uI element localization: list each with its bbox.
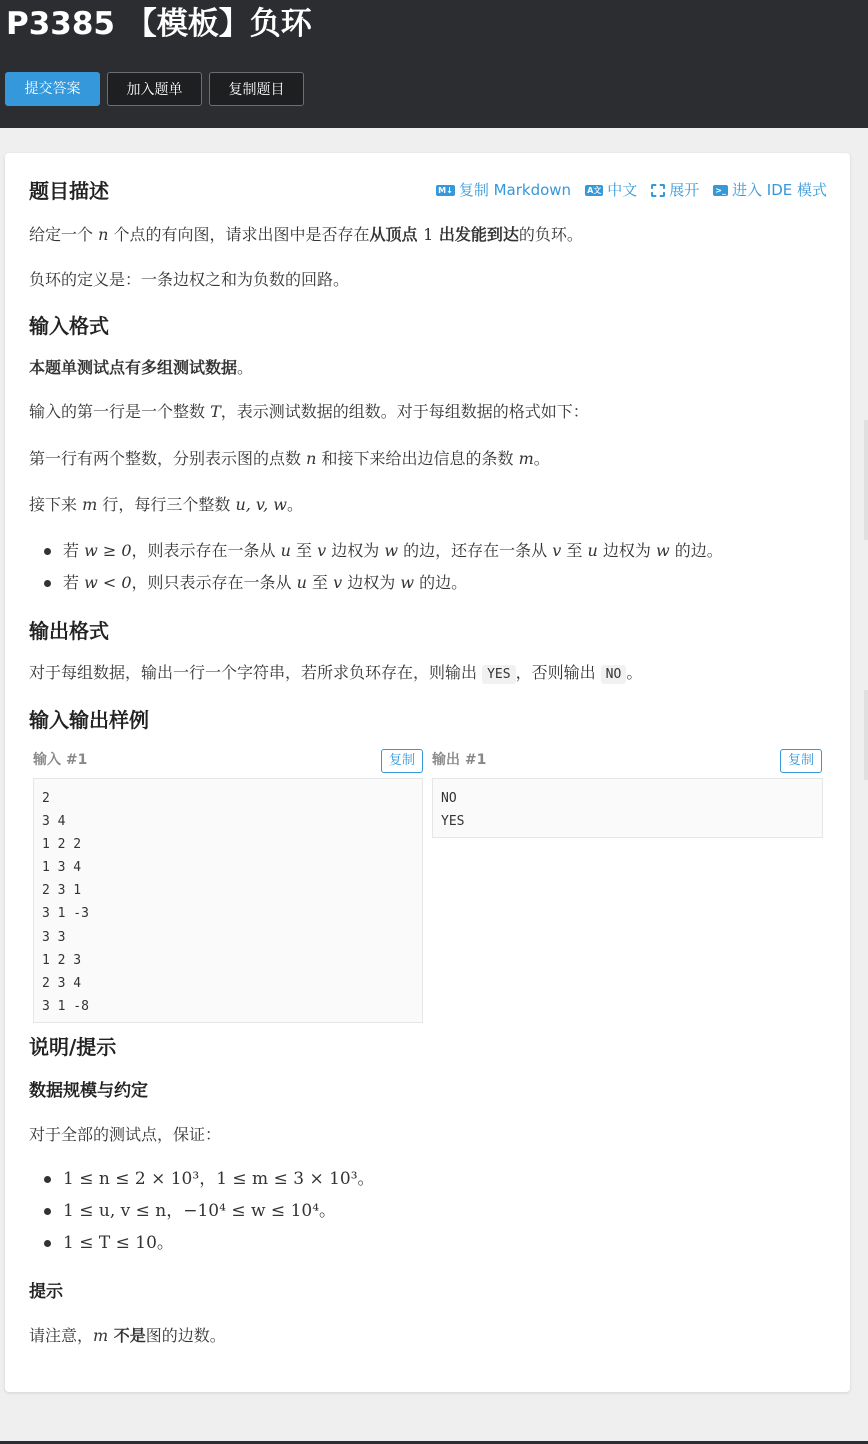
expand-icon bbox=[651, 184, 665, 197]
sample-output-code: NO YES bbox=[432, 778, 823, 838]
terminal-icon: >_ bbox=[715, 185, 726, 195]
copy-markdown-label: 复制 Markdown bbox=[458, 181, 572, 199]
description-paragraph-2: 负环的定义是：一条边权之和为负数的回路。 bbox=[29, 270, 350, 289]
list-item: 1 ≤ u, v ≤ n，−10⁴ ≤ w ≤ 10⁴。 bbox=[29, 1195, 375, 1227]
ide-mode-link[interactable] bbox=[713, 179, 827, 201]
yes-code: YES bbox=[482, 665, 515, 684]
list-item: 1 ≤ n ≤ 2 × 10³，1 ≤ m ≤ 3 × 10³。 bbox=[29, 1163, 375, 1195]
copy-problem-button[interactable]: 复制题目 bbox=[209, 72, 304, 106]
sample-input-label: 输入 #1 bbox=[33, 752, 88, 768]
expand-link[interactable] bbox=[651, 179, 699, 201]
sample-output-label: 输出 #1 bbox=[432, 752, 487, 768]
copy-markdown-link[interactable] bbox=[436, 179, 571, 201]
language-label: 中文 bbox=[607, 181, 638, 199]
copy-input-button[interactable]: 复制 bbox=[381, 749, 423, 773]
input-format-line-3: 接下来 m 行，每行三个整数 u, v, w。 bbox=[29, 495, 303, 514]
translate-icon: A文 bbox=[587, 185, 602, 195]
language-link[interactable] bbox=[585, 179, 637, 201]
samples-heading: 输入输出样例 bbox=[29, 708, 149, 732]
constraints-list bbox=[29, 1163, 375, 1259]
problem-card bbox=[5, 153, 850, 1392]
tips-paragraph: 请注意，m 不是图的边数。 bbox=[29, 1326, 226, 1345]
submit-answer-button[interactable]: 提交答案 bbox=[5, 72, 100, 106]
list-item: 若 w < 0，则只表示存在一条从 u 至 v 边权为 w 的边。 bbox=[29, 567, 723, 599]
list-item: 若 w ≥ 0，则表示存在一条从 u 至 v 边权为 w 的边，还存在一条从 v 至 u 边权为 w 的边。 bbox=[29, 535, 723, 567]
output-format-heading: 输出格式 bbox=[29, 619, 109, 643]
no-code: NO bbox=[601, 665, 627, 684]
description-paragraph-1: 给定一个 n 个点的有向图，请求出图中是否存在从顶点 1 出发能到达的负环。 bbox=[29, 225, 583, 244]
data-scale-heading: 数据规模与约定 bbox=[29, 1081, 148, 1101]
copy-output-button[interactable]: 复制 bbox=[780, 749, 822, 773]
problem-toolbar bbox=[436, 179, 827, 201]
ide-mode-label: 进入 IDE 模式 bbox=[732, 181, 827, 199]
output-format-line: 对于每组数据，输出一行一个字符串，若所求负环存在，则输出 YES ，否则输出 NO 。 bbox=[29, 663, 643, 682]
input-format-line-1: 输入的第一行是一个整数 T，表示测试数据的组数。对于每组数据的格式如下： bbox=[29, 402, 589, 421]
scrollbar-edge bbox=[864, 420, 868, 540]
input-format-bullets bbox=[29, 535, 723, 599]
tips-heading: 提示 bbox=[29, 1282, 63, 1302]
description-heading: 题目描述 bbox=[29, 179, 109, 203]
hints-paragraph-1: 对于全部的测试点，保证： bbox=[29, 1125, 222, 1144]
input-format-line-2: 第一行有两个整数，分别表示图的点数 n 和接下来给出边信息的条数 m。 bbox=[29, 449, 550, 468]
hints-heading: 说明/提示 bbox=[29, 1035, 117, 1059]
expand-label: 展开 bbox=[669, 181, 700, 199]
add-to-list-button[interactable]: 加入题单 bbox=[107, 72, 202, 106]
list-item: 1 ≤ T ≤ 10。 bbox=[29, 1227, 375, 1259]
markdown-icon: M↓ bbox=[438, 185, 453, 195]
input-format-heading: 输入格式 bbox=[29, 314, 109, 338]
input-format-bold-line: 本题单测试点有多组测试数据。 bbox=[29, 358, 254, 377]
problem-title: P3385 【模板】负环 bbox=[6, 6, 312, 42]
scrollbar-edge-2 bbox=[864, 690, 868, 780]
sample-input-code: 2 3 4 1 2 2 1 3 4 2 3 1 3 1 -3 3 3 1 2 3 2 3 4 3 1 -8 bbox=[33, 778, 423, 1023]
page-header bbox=[0, 0, 868, 128]
